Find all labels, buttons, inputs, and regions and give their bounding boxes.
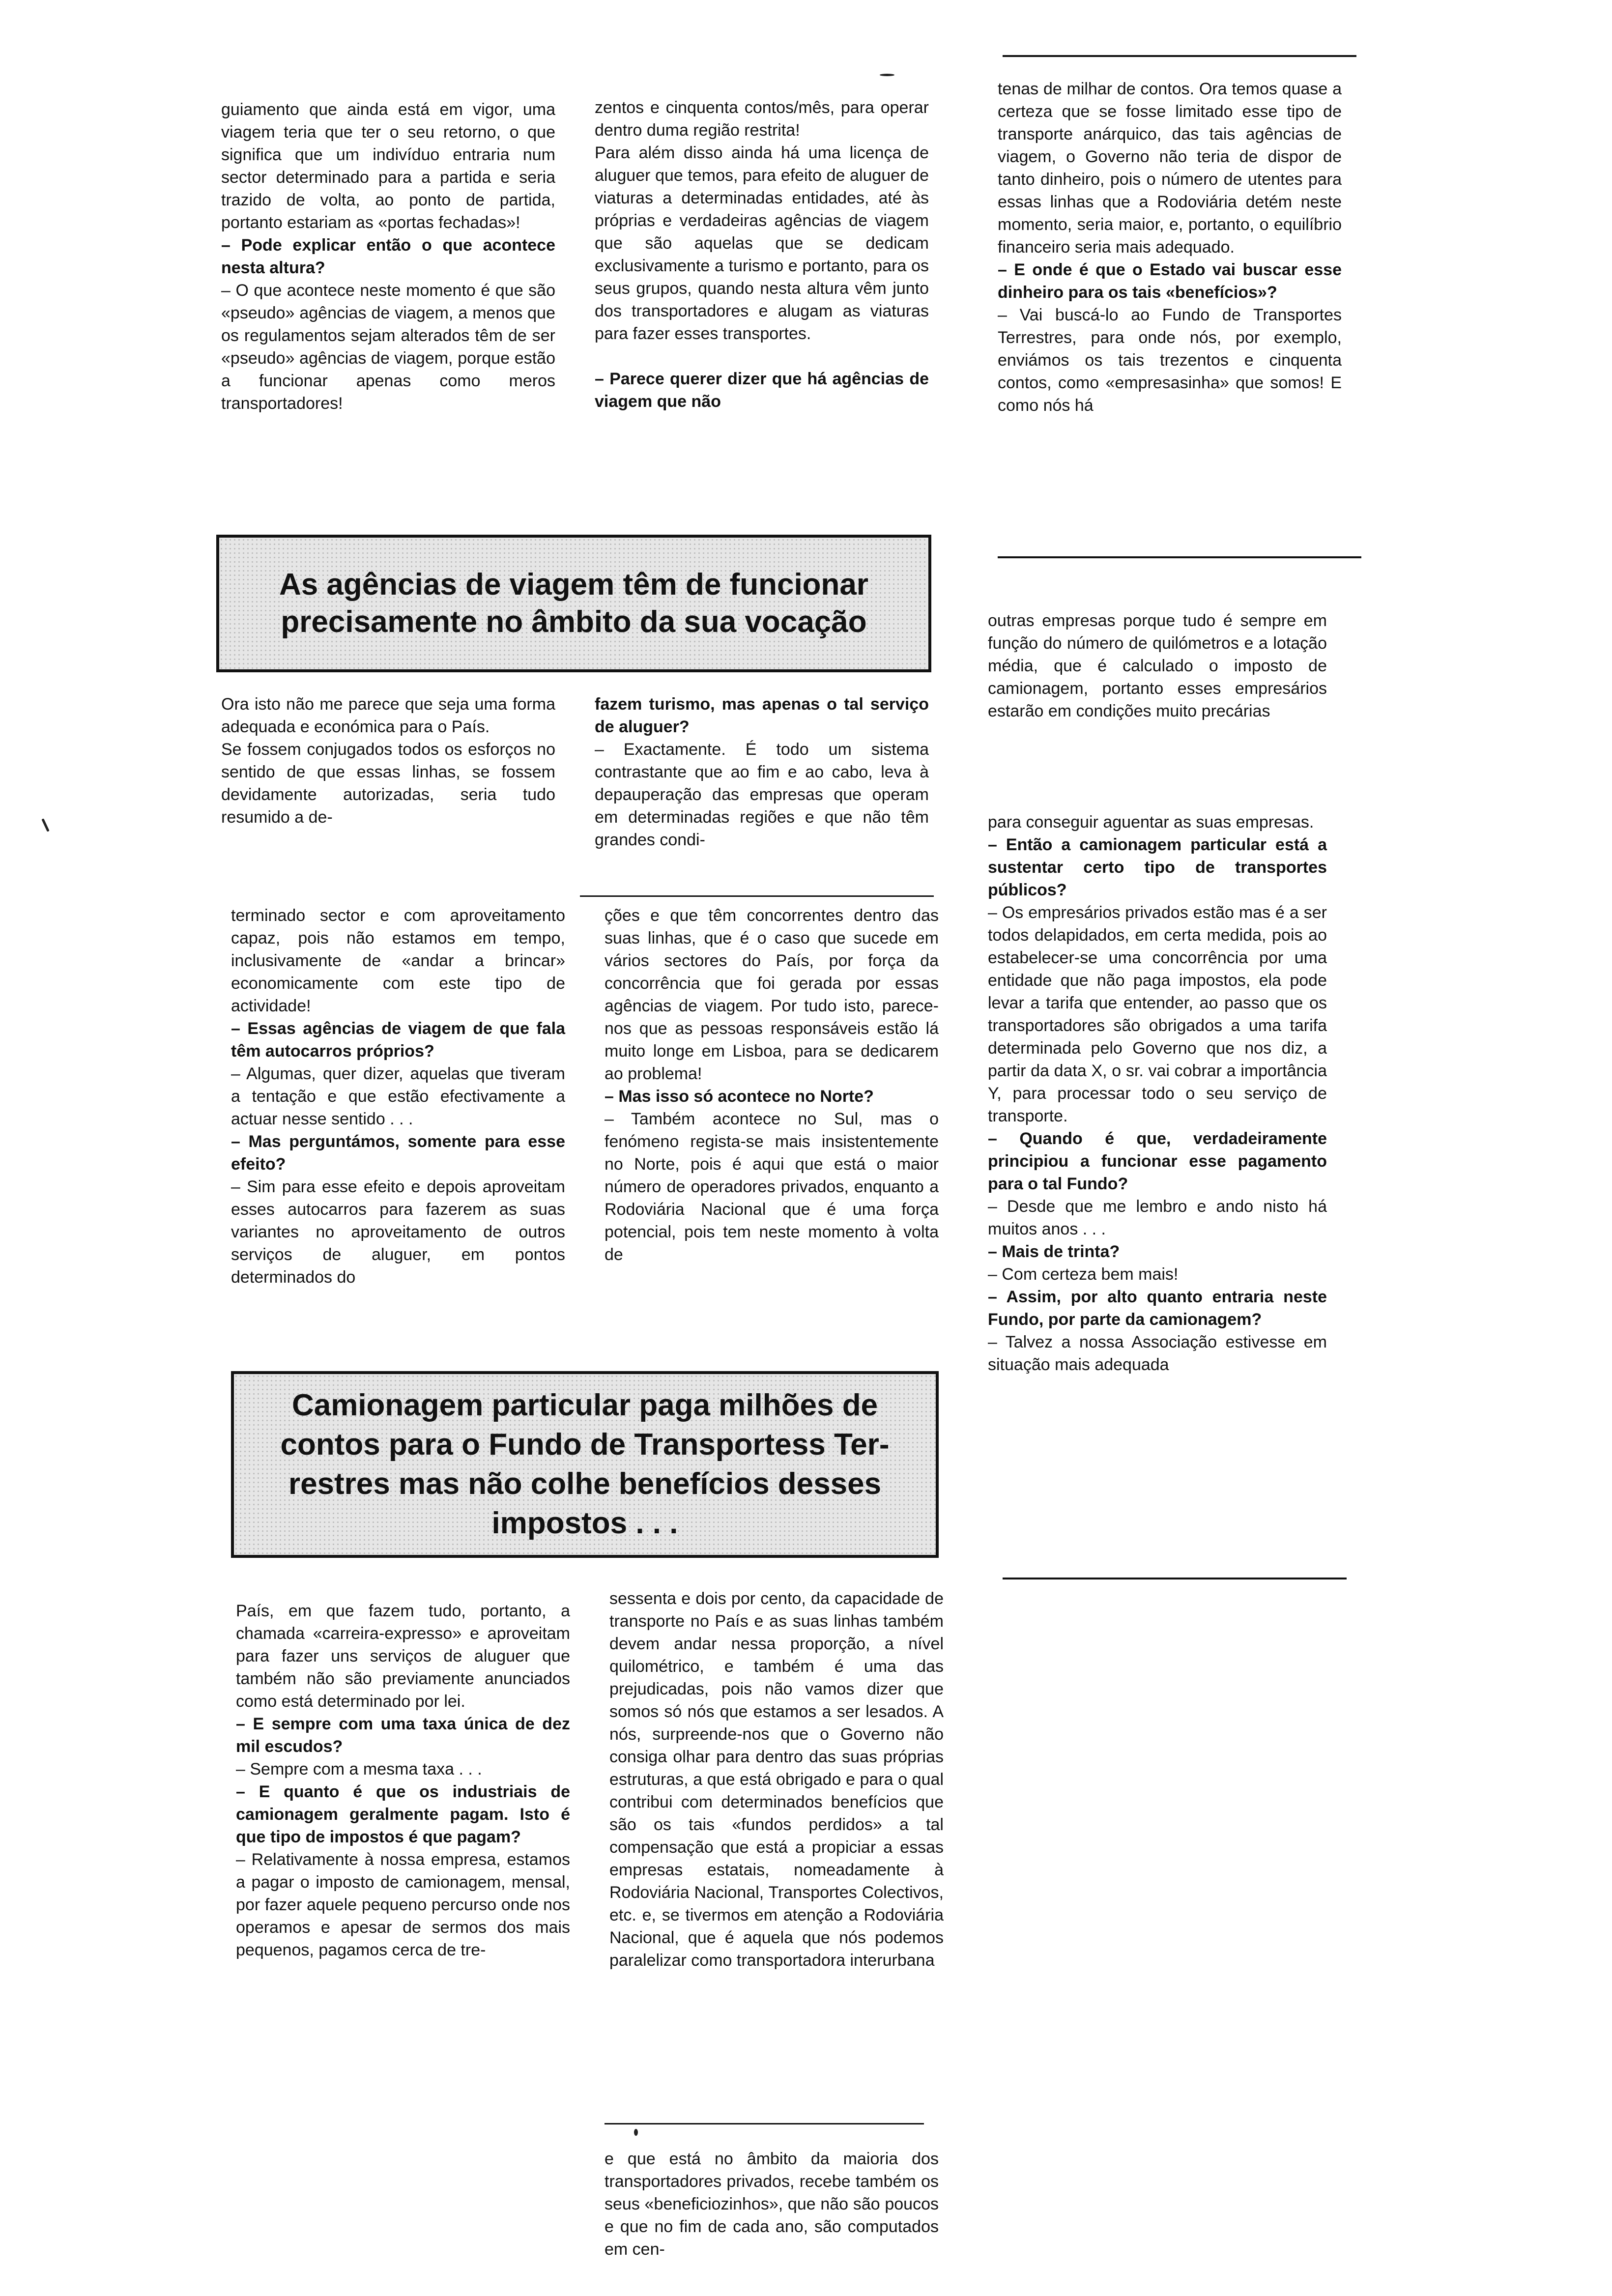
column-2-last — [604, 2148, 939, 2261]
article-paragraph: – O que acontece neste momento é que são «pseudo» agências de viagem, a menos que os regulamentos sejam alterados têm de ser «pseudo» agências de viagem, porque estão a funcionar apenas como meros transportadores! — [221, 281, 555, 413]
col1-top-content — [221, 98, 555, 415]
column-1-low — [231, 904, 565, 1289]
interview-question: – E quanto é que os industriais de camionagem geralmente pagam. Isto é que tipo de impostos é que pagam? — [236, 1782, 570, 1846]
interview-question: – Mais de trinta? — [988, 1242, 1120, 1261]
column-1-mid — [221, 693, 555, 829]
interview-question: – E sempre com uma taxa única de dez mil escudos? — [236, 1715, 570, 1756]
article-paragraph: – Sempre com a mesma taxa . . . — [236, 1760, 482, 1779]
article-paragraph: outras empresas porque tudo é sempre em função do número de quilómetros e a lotação média, que é calculado o imposto de camionagem, portanto esses empresários estarão em condições muito precárias — [988, 611, 1327, 720]
interview-question: – Parece querer dizer que há agências de viagem que não — [595, 370, 929, 411]
headline-camionagem — [231, 1371, 939, 1558]
col3-lower-content — [988, 811, 1327, 1376]
rule-below-headline1 — [580, 895, 934, 897]
col2-bottom-content — [609, 1587, 944, 1972]
headline2-line1: Camionagem particular paga milhões de — [291, 1388, 878, 1422]
top-rule-col3 — [1003, 55, 1356, 57]
article-paragraph: ções e que têm concorrentes dentro das suas linhas, que é o caso que sucede em vários sectores do País, por força da concorrência que foi gerada por essas agências de viagem. Por tudo isto, parece-nos que as pessoas responsáveis estão lá muito longe em Lisboa, para se dedicarem ao problema! — [604, 906, 939, 1083]
article-paragraph: – Desde que me lembro e ando nisto há muitos anos . . . — [988, 1197, 1327, 1238]
scan-speck — [41, 818, 49, 832]
article-paragraph: – Sim para esse efeito e depois aproveitam esses autocarros para fazerem as suas variantes no aproveitamento de outros serviços de aluguer, em pontos determinados do — [231, 1177, 565, 1287]
column-1-top — [221, 98, 555, 415]
column-2-top — [595, 96, 929, 413]
paragraph-gap — [595, 345, 929, 368]
col1-mid-content — [221, 693, 555, 829]
interview-question: – Quando é que, verdadeiramente principiou a funcionar esse pagamento para o tal Fundo? — [988, 1129, 1327, 1193]
col2-last-content — [604, 2148, 939, 2261]
column-3-lower — [988, 811, 1327, 1376]
article-paragraph: Ora isto não me parece que seja uma forma adequada e económica para o País. — [221, 695, 555, 736]
article-paragraph: – Vai buscá-lo ao Fundo de Transportes Terrestres, para onde nós, por exemplo, enviámos os tais trezentos e cinquenta contos, como «empresasinha» que somos! E como nós há — [998, 306, 1342, 415]
headline2-line4: impostos . . . — [491, 1506, 678, 1540]
col3-mid-content — [988, 609, 1327, 722]
column-1-bottom — [236, 1600, 570, 1961]
interview-question: – Então a camionagem particular está a sustentar certo tipo de transportes públicos? — [988, 835, 1327, 899]
article-paragraph: zentos e cinquenta contos/mês, para operar dentro duma região restrita! — [595, 98, 929, 140]
rule-col3-after-top — [998, 556, 1361, 558]
article-paragraph: – Com certeza bem mais! — [988, 1265, 1179, 1284]
interview-question: fazem turismo, mas apenas o tal serviço de aluguer? — [595, 695, 929, 736]
rule-col3-bottom — [1003, 1578, 1347, 1579]
article-paragraph: – Os empresários privados estão mas é a ser todos delapidados, em certa medida, pois ao estabelecer-se uma concorrência por uma entidade que não paga impostos, ela pode levar a tarifa que entender, ao passo que os transportadores são obrigados a uma tarifa determinada pelo Governo que nos diz, a partir da data X, o sr. vai cobrar a importância Y, para processar todo o seu serviço de transporte. — [988, 903, 1327, 1125]
headline2-line3: restres mas não colhe benefícios desses — [288, 1467, 882, 1501]
col3-top-content — [998, 78, 1342, 417]
column-3-top — [998, 78, 1342, 417]
interview-question: – Mas isso só acontece no Norte? — [604, 1087, 874, 1106]
col1-bottom-content — [236, 1600, 570, 1961]
article-paragraph: – Talvez a nossa Associação estivesse em situação mais adequada — [988, 1333, 1327, 1374]
headline1-line2: precisamente no âmbito da sua vocação — [281, 605, 867, 639]
article-paragraph: terminado sector e com aproveitamento capaz, pois não estamos em tempo, inclusivamente de «andar a brincar» economicamente com este tipo de actividade! — [231, 906, 565, 1015]
col2-low-content — [604, 904, 939, 1266]
article-paragraph: – Relativamente à nossa empresa, estamos a pagar o imposto de camionagem, mensal, por fazer aquele pequeno percurso onde nos operamos e apesar de sermos dos mais pequenos, pagamos cerca de tre- — [236, 1850, 570, 1959]
article-paragraph: tenas de milhar de contos. Ora temos quase a certeza que se fosse limitado esse tipo de transporte anárquico, das tais agências de viagem, o Governo não teria de dispor de tanto dinheiro, pois o número de utentes para essas linhas que a Rodoviária detém neste momento, seria maior, e, portanto, o equilíbrio financeiro seria mais adequado. — [998, 80, 1342, 257]
column-2-low — [604, 904, 939, 1266]
scan-speck — [634, 2129, 638, 2136]
scan-speck — [880, 74, 894, 76]
article-paragraph: – Também acontece no Sul, mas o fenómeno regista-se mais insistentemente no Norte, pois é aqui que está o maior número de operadores privados, enquanto a Rodoviária Nacional que é uma força potencial, pois tem neste momento à volta de — [604, 1110, 939, 1264]
article-paragraph: – Algumas, quer dizer, aquelas que tiveram a tentação e que estão efectivamente a actuar nesse sentido . . . — [231, 1064, 565, 1128]
headline-agencias — [216, 535, 931, 672]
interview-question: – Pode explicar então o que acontece nesta altura? — [221, 236, 555, 277]
column-3-mid — [988, 609, 1327, 722]
interview-question: – Assim, por alto quanto entraria neste Fundo, por parte da camionagem? — [988, 1288, 1327, 1329]
article-paragraph: País, em que fazem tudo, portanto, a chamada «carreira-expresso» e aproveitam para fazer uns serviços de aluguer que também não são previamente anunciados como está determinado por lei. — [236, 1602, 570, 1711]
article-paragraph: Se fossem conjugados todos os esforços no sentido de que essas linhas, se fossem devidamente autorizadas, seria tudo resumido a de- — [221, 740, 555, 827]
interview-question: – E onde é que o Estado vai buscar esse dinheiro para os tais «benefícios»? — [998, 260, 1342, 302]
col2-top-content — [595, 96, 929, 413]
headline2-line2: contos para o Fundo de Transportess Ter- — [280, 1428, 890, 1462]
headline1-line1: As agências de viagem têm de funcionar — [279, 568, 869, 602]
article-paragraph: e que está no âmbito da maioria dos transportadores privados, recebe também os seus «beneficiozinhos», que não são poucos e que no fim de cada ano, são computados em cen- — [604, 2150, 939, 2259]
article-paragraph: sessenta e dois por cento, da capacidade de transporte no País e as suas linhas também devem andar nessa proporção, a nível quilométrico, e também é uma das prejudicadas, pois não vamos dizer que somos só nós que estamos a ser lesados. A nós, surpreende-nos que o Governo não consiga olhar para dentro das suas próprias estruturas, a que está obrigado e para o qual contribui com determinados benefícios que são os tais «fundos perdidos» a tal compensação que está a propiciar a essas empresas estatais, nomeadamente à Rodoviária Nacional, Transportes Colectivos, etc. e, se tivermos em atenção a Rodoviária Nacional, que é aquela que nós podemos paralelizar como transportadora interurbana — [609, 1589, 944, 1970]
column-2-mid — [595, 693, 929, 851]
column-2-bottom — [609, 1587, 944, 1972]
article-paragraph: guiamento que ainda está em vigor, uma viagem teria que ter o seu retorno, o que significa que um indivíduo entraria num sector determinado para a partida e seria trazido de volta, ao ponto de partida, portanto estariam as «portas fechadas»! — [221, 100, 555, 232]
article-paragraph: – Exactamente. É todo um sistema contrastante que ao fim e ao cabo, leva à depauperação das empresas que operam em determinadas regiões e que não têm grandes condi- — [595, 740, 929, 849]
interview-question: – Mas perguntámos, somente para esse efeito? — [231, 1132, 565, 1174]
col1-low-content — [231, 904, 565, 1289]
col2-mid-content — [595, 693, 929, 851]
rule-col2-bottom — [604, 2123, 924, 2124]
article-paragraph: para conseguir aguentar as suas empresas. — [988, 813, 1314, 832]
article-paragraph: Para além disso ainda há uma licença de aluguer que temos, para efeito de aluguer de viaturas a determinadas entidades, até às próprias e verdadeiras agências de viagem que são aquelas que se dedicam exclusivamente a turismo e portanto, para os seus grupos, quando nesta altura vêm junto dos transportadores e alugam as viaturas para fazer esses transportes. — [595, 144, 929, 343]
interview-question: – Essas agências de viagem de que fala têm autocarros próprios? — [231, 1019, 565, 1061]
